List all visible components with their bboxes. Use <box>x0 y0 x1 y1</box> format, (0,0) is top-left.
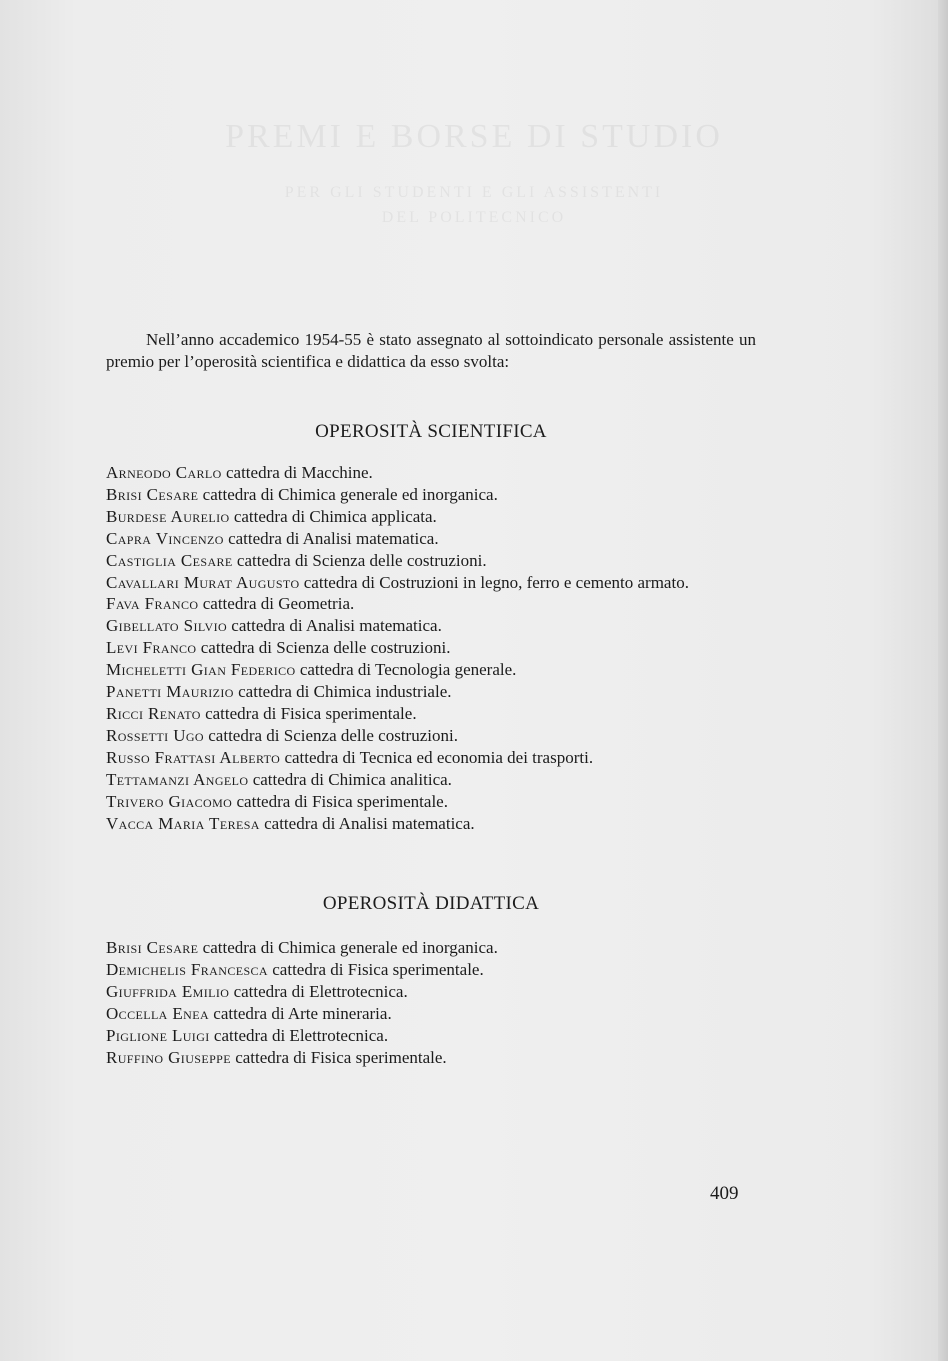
list-item <box>106 681 758 703</box>
list-item <box>106 572 758 594</box>
assistant-name: Arneodo Carlo <box>106 463 222 482</box>
assistant-name: Gibellato Silvio <box>106 616 228 636</box>
list-item <box>106 703 758 725</box>
cattedra-text: cattedra di Fisica sperimentale. <box>200 703 417 723</box>
cattedra-text: cattedra di Chimica analitica. <box>248 769 452 789</box>
cattedra-text: cattedra di Analisi matematica. <box>223 528 439 548</box>
assistant-name: Ricci Renato <box>106 703 201 723</box>
cattedra-text: cattedra di Fisica sperimentale. <box>232 791 448 811</box>
cattedra-text: cattedra di Arte mineraria. <box>209 1003 392 1023</box>
list-item <box>106 747 758 769</box>
list-item <box>106 981 758 1003</box>
assistant-name: Demichelis Francesca <box>106 959 268 979</box>
list-item <box>106 637 758 659</box>
cattedra-text: cattedra di Analisi matematica. <box>227 616 442 636</box>
cattedra-text: cattedra di Scienza delle costruzioni. <box>232 550 487 570</box>
assistant-name: Giuffrida Emilio <box>106 981 230 1001</box>
cattedra-text: cattedra di Chimica applicata. <box>229 506 437 526</box>
cattedra-text: cattedra di Analisi matematica. <box>259 813 475 833</box>
cattedra-text: cattedra di Elettrotecnica. <box>229 981 408 1001</box>
page-edge-shadow <box>938 0 948 1361</box>
list-item <box>106 528 758 550</box>
list-item <box>106 813 758 835</box>
cattedra-text: cattedra di Tecnologia generale. <box>295 660 517 680</box>
section-heading-didattica: OPEROSITÀ DIDATTICA <box>322 893 540 914</box>
list-item <box>106 484 758 506</box>
list-item <box>106 1047 758 1069</box>
cattedra-text: cattedra di Chimica generale ed inorganica. <box>198 484 498 504</box>
list-item <box>106 1003 758 1025</box>
cattedra-text: cattedra di Chimica generale ed inorganica. <box>198 938 498 957</box>
list-item <box>106 615 758 637</box>
assistant-name: Ruffino Giuseppe <box>106 1047 231 1067</box>
cattedra-text: cattedra di Scienza delle costruzioni. <box>204 725 458 745</box>
list-item <box>106 550 758 572</box>
assistant-name: Capra Vincenzo <box>106 528 224 548</box>
show-through-title: PREMI E BORSE DI STUDIO <box>225 118 723 155</box>
cattedra-text: cattedra di Macchine. <box>221 463 373 482</box>
assistant-name: Piglione Luigi <box>106 1025 210 1045</box>
section-heading-scientifica: OPEROSITÀ SCIENTIFICA <box>315 421 547 442</box>
scientifica-list <box>106 462 758 834</box>
show-through-subtitle: PER GLI STUDENTI E GLI ASSISTENTI <box>284 184 664 201</box>
list-item <box>106 659 758 681</box>
assistant-name: Brisi Cesare <box>106 484 199 504</box>
assistant-name: Brisi Cesare <box>106 938 199 957</box>
assistant-name: Russo Frattasi Alberto <box>106 747 281 767</box>
show-through-subtitle-2: DEL POLITECNICO <box>381 209 567 226</box>
assistant-name: Burdese Aurelio <box>106 506 230 526</box>
assistant-name: Trivero Giacomo <box>106 791 233 811</box>
list-item <box>106 769 758 791</box>
list-item <box>106 959 758 981</box>
list-item <box>106 1025 758 1047</box>
assistant-name: Cavallari Murat Augusto <box>106 572 300 592</box>
assistant-name: Rossetti Ugo <box>106 725 204 745</box>
cattedra-text: cattedra di Costruzioni in legno, ferro e cemento armato. <box>299 572 689 592</box>
assistant-name: Panetti Maurizio <box>106 682 234 702</box>
list-item <box>106 791 758 813</box>
page-number: 409 <box>710 1183 739 1204</box>
assistant-name: Tettamanzi Angelo <box>106 769 249 789</box>
cattedra-text: cattedra di Tecnica ed economia dei trasporti. <box>280 747 594 767</box>
cattedra-text: cattedra di Fisica sperimentale. <box>268 959 484 979</box>
assistant-name: Levi Franco <box>106 638 197 658</box>
cattedra-text: cattedra di Fisica sperimentale. <box>230 1047 447 1067</box>
cattedra-text: cattedra di Scienza delle costruzioni. <box>196 638 451 658</box>
list-item <box>106 937 758 959</box>
didattica-list <box>106 937 758 1068</box>
list-item <box>106 506 758 528</box>
list-item <box>106 725 758 747</box>
list-item <box>106 593 758 615</box>
assistant-name: Vacca Maria Teresa <box>106 813 260 833</box>
cattedra-text: cattedra di Geometria. <box>198 594 355 614</box>
intro-paragraph: Nell’anno accademico 1954-55 è stato assegnato al sottoindicato personale assistente un premio per l’operosità scientifica e didattica da esso svolta: <box>106 330 756 371</box>
cattedra-text: cattedra di Chimica industriale. <box>233 682 452 702</box>
assistant-name: Fava Franco <box>106 594 199 614</box>
cattedra-text: cattedra di Elettrotecnica. <box>209 1025 389 1045</box>
assistant-name: Occella Enea <box>106 1003 210 1023</box>
assistant-name: Micheletti Gian Federico <box>106 660 296 680</box>
assistant-name: Castiglia Cesare <box>106 550 233 570</box>
list-item <box>106 462 758 484</box>
